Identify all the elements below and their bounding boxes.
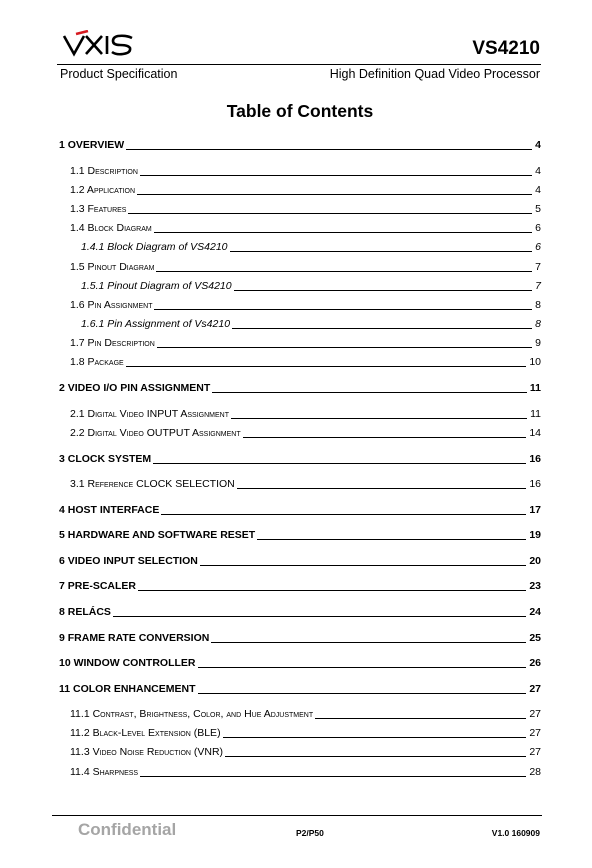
toc-leader-line — [200, 565, 526, 566]
toc-entry[interactable] — [59, 606, 541, 618]
toc-leader-line — [211, 642, 526, 643]
toc-entry-page: 4 — [535, 184, 541, 196]
toc-entry-page: 8 — [535, 318, 541, 330]
toc-leader-line — [128, 213, 532, 214]
product-model: VS4210 — [472, 38, 540, 59]
toc-entry[interactable] — [59, 683, 541, 695]
toc-entry-title: 1 OVERVIEW — [59, 139, 125, 151]
toc-leader-line — [137, 194, 532, 195]
toc-entry-title: 8 RELÁCS — [59, 606, 111, 618]
toc-entry-title: 1.6 Pin Assignment — [70, 299, 153, 311]
toc-entry-title: 6 VIDEO INPUT SELECTION — [59, 555, 198, 567]
toc-leader-line — [113, 616, 526, 617]
toc-entry-title: 1.2 Application — [70, 184, 136, 196]
toc-entry-page: 23 — [529, 580, 541, 592]
toc-leader-line — [161, 514, 526, 515]
toc-entry-page: 8 — [535, 299, 541, 311]
toc-leader-line — [237, 488, 527, 489]
toc-entry[interactable] — [70, 165, 541, 177]
toc-leader-line — [126, 149, 532, 150]
toc-entry-page: 27 — [529, 683, 541, 695]
toc-entry-page: 17 — [529, 504, 541, 516]
toc-entry-title: 2.2 Digital Video OUTPUT Assignment — [70, 427, 241, 439]
toc-entry-page: 16 — [529, 478, 541, 490]
toc-entry-page: 26 — [529, 657, 541, 669]
toc-entry-page: 10 — [529, 356, 541, 368]
toc-leader-line — [257, 539, 526, 540]
toc-entry-page: 24 — [529, 606, 541, 618]
toc-entry-page: 16 — [529, 453, 541, 465]
toc-entry[interactable] — [70, 408, 541, 420]
toc-entry-title: 1.1 Description — [70, 165, 138, 177]
toc-leader-line — [230, 251, 533, 252]
toc-entry-page: 7 — [535, 261, 541, 273]
toc-entry-title: 1.7 Pin Description — [70, 337, 155, 349]
toc-entry[interactable] — [70, 708, 541, 720]
toc-leader-line — [126, 366, 527, 367]
toc-entry[interactable] — [59, 382, 541, 394]
toc-entry-page: 27 — [529, 708, 541, 720]
toc-entry[interactable] — [70, 261, 541, 273]
toc-entry[interactable] — [70, 222, 541, 234]
toc-entry[interactable] — [59, 632, 541, 644]
toc-leader-line — [154, 309, 532, 310]
toc-entry-title: 11.1 Contrast, Brightness, Color, and Hue Adjustment — [70, 708, 314, 720]
toc-leader-line — [315, 718, 526, 719]
toc-entry[interactable] — [70, 356, 541, 368]
toc-entry-title: 2 VIDEO I/O PIN ASSIGNMENT — [59, 382, 211, 394]
toc-entry[interactable] — [81, 318, 541, 330]
confidential-label: Confidential — [78, 820, 177, 839]
toc-entry-title: 1.4 Block Diagram — [70, 222, 152, 234]
toc-entry-page: 7 — [535, 280, 541, 292]
toc-entry[interactable] — [59, 555, 541, 567]
toc-entry-title: 9 FRAME RATE CONVERSION — [59, 632, 210, 644]
toc-leader-line — [223, 737, 527, 738]
toc-entry[interactable] — [59, 504, 541, 516]
toc-entry-title: 1.3 Features — [70, 203, 127, 215]
toc-entry-title: 1.5 Pinout Diagram — [70, 261, 155, 273]
toc-entry-title: 10 WINDOW CONTROLLER — [59, 657, 196, 669]
toc-entry-page: 6 — [535, 241, 541, 253]
toc-leader-line — [243, 437, 527, 438]
toc-entry[interactable] — [59, 580, 541, 592]
toc-leader-line — [140, 175, 532, 176]
toc-leader-line — [140, 776, 526, 777]
toc-entry-page: 19 — [529, 529, 541, 541]
header-rule — [57, 64, 541, 65]
toc-entry-page: 28 — [529, 766, 541, 778]
toc-entry[interactable] — [59, 657, 541, 669]
toc-entry-page: 27 — [529, 727, 541, 739]
toc-entry-title: 11 COLOR ENHANCEMENT — [59, 683, 196, 695]
toc-entry-page: 11 — [529, 382, 541, 394]
toc-entry-page: 5 — [535, 203, 541, 215]
toc-entry-page: 6 — [535, 222, 541, 234]
toc-entry[interactable] — [70, 766, 541, 778]
toc-entry-title: 1.6.1 Pin Assignment of Vs4210 — [81, 318, 231, 330]
header-product-name: High Definition Quad Video Processor — [329, 67, 540, 81]
toc-entry-page: 14 — [529, 427, 541, 439]
toc-leader-line — [138, 590, 526, 591]
document-version: V1.0 160909 — [491, 828, 540, 838]
toc-entry-page: 4 — [535, 165, 541, 177]
toc-leader-line — [234, 290, 533, 291]
toc-entry-title: 11.2 Black-Level Extension (BLE) — [70, 727, 221, 739]
toc-leader-line — [212, 392, 527, 393]
toc-entry[interactable] — [59, 529, 541, 541]
toc-entry[interactable] — [70, 478, 541, 490]
toc-entry[interactable] — [70, 427, 541, 439]
toc-entry[interactable] — [81, 280, 541, 292]
toc-leader-line — [225, 756, 526, 757]
toc-leader-line — [198, 667, 527, 668]
toc-leader-line — [156, 271, 532, 272]
toc-entry-title: 11.3 Video Noise Reduction (VNR) — [70, 746, 224, 758]
toc-title: Table of Contents — [226, 101, 374, 121]
toc-entry-page: 11 — [530, 408, 541, 420]
toc-leader-line — [231, 418, 527, 419]
toc-entry-title: 4 HOST INTERFACE — [59, 504, 160, 516]
vxis-logo — [62, 30, 152, 60]
page-number: P2/P50 — [296, 828, 324, 838]
toc-entry-title: 3.1 Reference CLOCK SELECTION — [70, 478, 235, 490]
toc-entry-title: 2.1 Digital Video INPUT Assignment — [70, 408, 229, 420]
toc-entry-page: 9 — [535, 337, 541, 349]
toc-leader-line — [157, 347, 532, 348]
toc-leader-line — [198, 693, 527, 694]
toc-entry-title: 1.8 Package — [70, 356, 124, 368]
toc-entry-title: 5 HARDWARE AND SOFTWARE RESET — [59, 529, 256, 541]
toc-entry[interactable] — [59, 139, 541, 151]
toc-entry[interactable] — [81, 241, 541, 253]
toc-entry-title: 7 PRE-SCALER — [59, 580, 137, 592]
toc-entry-title: 1.5.1 Pinout Diagram of VS4210 — [81, 280, 232, 292]
toc-leader-line — [154, 232, 532, 233]
toc-entry[interactable] — [70, 746, 541, 758]
toc-entry[interactable] — [70, 203, 541, 215]
toc-entry[interactable] — [70, 337, 541, 349]
toc-entry-page: 27 — [529, 746, 541, 758]
toc-entry-title: 3 CLOCK SYSTEM — [59, 453, 152, 465]
footer-rule — [52, 815, 542, 816]
toc-entry[interactable] — [70, 299, 541, 311]
toc-entry[interactable] — [70, 184, 541, 196]
toc-entry-title: 1.4.1 Block Diagram of VS4210 — [81, 241, 228, 253]
toc-entry-page: 25 — [529, 632, 541, 644]
toc-entry[interactable] — [59, 453, 541, 465]
toc-entry[interactable] — [70, 727, 541, 739]
toc-entry-page: 4 — [535, 139, 541, 151]
toc-entry-page: 20 — [529, 555, 541, 567]
toc-entry-title: 11.4 Sharpness — [70, 766, 139, 778]
toc-leader-line — [153, 463, 526, 464]
toc-leader-line — [232, 328, 532, 329]
header-doc-type: Product Specification — [60, 67, 178, 81]
